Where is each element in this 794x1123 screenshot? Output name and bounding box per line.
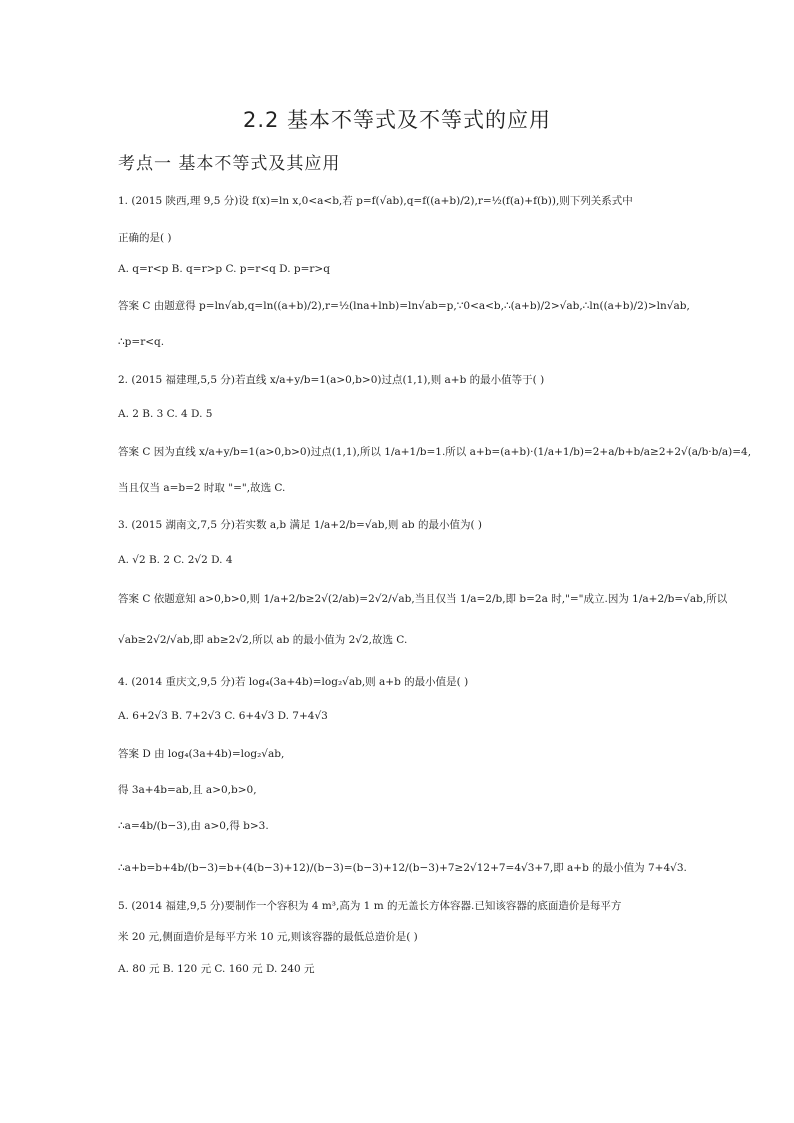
problem-4-answer-line3: ∴a=4b/(b−3),由 a>0,得 b>3. [118, 820, 269, 832]
section-heading: 考点一 基本不等式及其应用 [118, 154, 341, 174]
problem-4-options: A. 6+2√3 B. 7+2√3 C. 6+4√3 D. 7+4√3 [118, 710, 328, 722]
problem-5-stem-cont: 米 20 元,侧面造价是每平方米 10 元,则该容器的最低总造价是( ) [118, 931, 418, 943]
problem-4-answer: 答案 D 由 log₄(3a+4b)=log₂√ab, [118, 748, 285, 760]
problem-3-answer: 答案 C 依题意知 a>0,b>0,则 1/a+2/b≥2√(2/ab)=2√2/√ab,当且仅当 1/a=2/b,即 b=2a 时,"="成立.因为 1/a+2/b=√ab,所以 [118, 593, 728, 605]
problem-1-stem-cont: 正确的是( ) [118, 232, 172, 244]
problem-2-stem: 2. (2015 福建理,5,5 分)若直线 x/a+y/b=1(a>0,b>0)过点(1,1),则 a+b 的最小值等于( ) [118, 374, 545, 386]
problem-2-answer-cont: 当且仅当 a=b=2 时取 "=",故选 C. [118, 482, 286, 494]
problem-5-options: A. 80 元 B. 120 元 C. 160 元 D. 240 元 [118, 963, 315, 975]
problem-2-options: A. 2 B. 3 C. 4 D. 5 [118, 408, 213, 420]
problem-2-answer: 答案 C 因为直线 x/a+y/b=1(a>0,b>0)过点(1,1),所以 1/a+1/b=1.所以 a+b=(a+b)·(1/a+1/b)=2+a/b+b/a≥2+2√(a/b·b/a)=4, [118, 446, 752, 458]
problem-3-options: A. √2 B. 2 C. 2√2 D. 4 [118, 554, 233, 566]
problem-1-options: A. q=r<p B. q=r>p C. p=r<q D. p=r>q [118, 263, 330, 275]
problem-3-answer-cont: √ab≥2√2/√ab,即 ab≥2√2,所以 ab 的最小值为 2√2,故选 C. [118, 634, 408, 646]
problem-1-answer: 答案 C 由题意得 p=ln√ab,q=ln((a+b)/2),r=½(lna+lnb)=ln√ab=p,∵0<a<b,∴(a+b)/2>√ab,∴ln((a+b)/2)>ln√ab, [118, 300, 690, 312]
problem-3-stem: 3. (2015 湖南文,7,5 分)若实数 a,b 满足 1/a+2/b=√ab,则 ab 的最小值为( ) [118, 519, 483, 531]
problem-4-answer-line2: 得 3a+4b=ab,且 a>0,b>0, [118, 784, 257, 796]
problem-5-stem: 5. (2014 福建,9,5 分)要制作一个容积为 4 m³,高为 1 m 的无盖长方体容器.已知该容器的底面造价是每平方 [118, 900, 622, 912]
page-title: 2.2 基本不等式及不等式的应用 [242, 108, 552, 132]
problem-1-stem: 1. (2015 陕西,理 9,5 分)设 f(x)=ln x,0<a<b,若 p=f(√ab),q=f((a+b)/2),r=½(f(a)+f(b)),则下列关系式中 [118, 195, 633, 207]
problem-4-stem: 4. (2014 重庆文,9,5 分)若 log₄(3a+4b)=log₂√ab,则 a+b 的最小值是( ) [118, 676, 469, 688]
problem-1-answer-cont: ∴p=r<q. [118, 336, 165, 348]
problem-4-answer-line4: ∴a+b=b+4b/(b−3)=b+(4(b−3)+12)/(b−3)=(b−3)+12/(b−3)+7≥2√12+7=4√3+7,即 a+b 的最小值为 7+4√3. [118, 862, 687, 874]
